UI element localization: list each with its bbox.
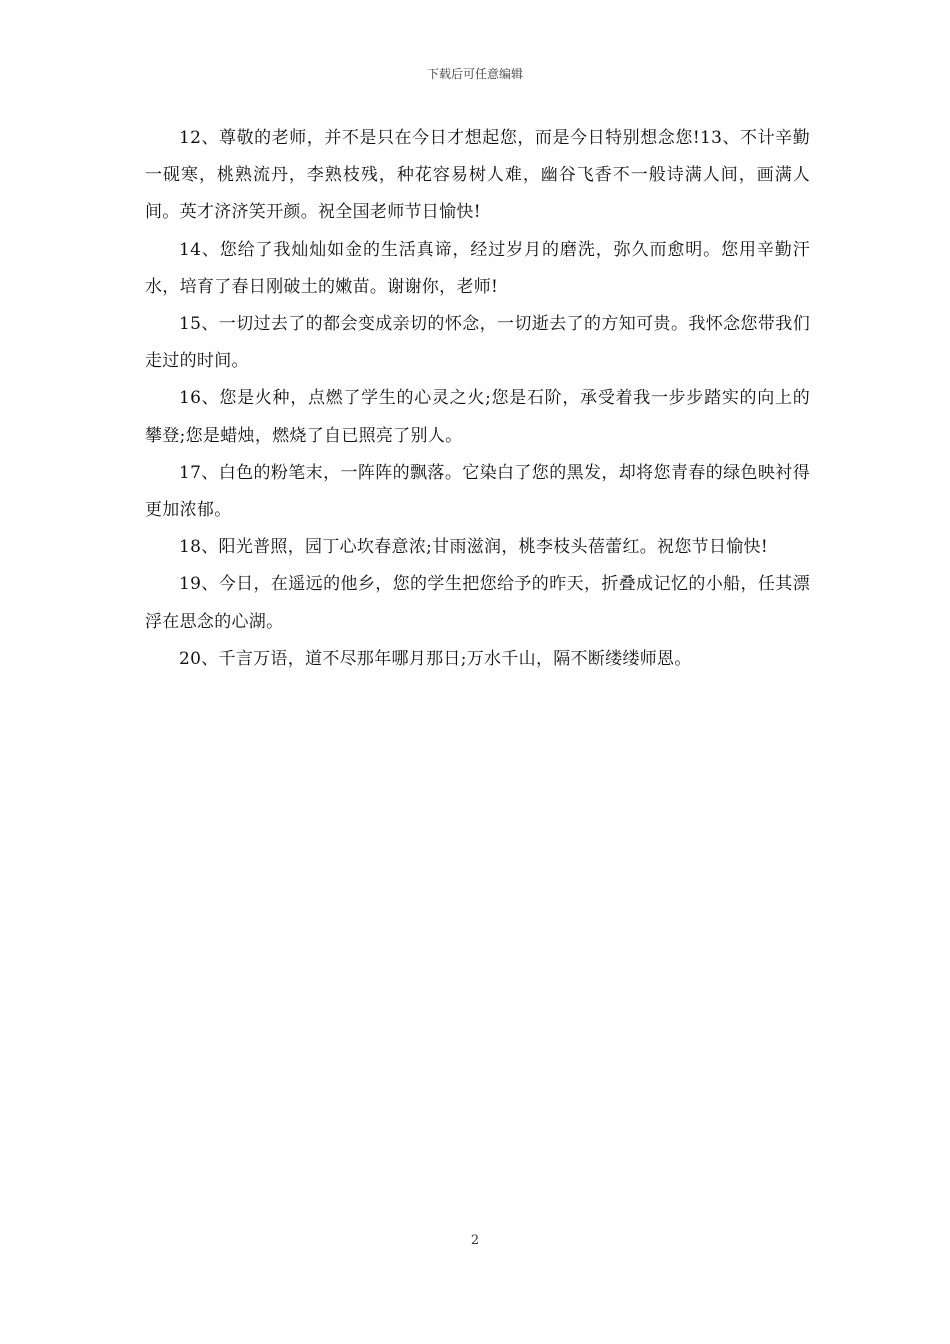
document-body <box>145 120 810 678</box>
paragraph-16: 16、您是火种，点燃了学生的心灵之火;您是石阶，承受着我一步步踏实的向上的攀登;您是蜡烛，燃烧了自已照亮了别人。 <box>145 388 810 446</box>
paragraph-17: 17、白色的粉笔末，一阵阵的飘落。它染白了您的黑发，却将您青春的绿色映衬得更加浓郁。 <box>145 462 810 521</box>
page-header: 下载后可任意编辑 <box>426 67 523 81</box>
paragraph-15: 15、一切过去了的都会变成亲切的怀念，一切逝去了的方知可贵。我怀念您带我们走过的时间。 <box>145 314 810 372</box>
page-number: 2 <box>470 1233 480 1248</box>
paragraph-19: 19、今日，在遥远的他乡，您的学生把您给予的昨天，折叠成记忆的小船，任其漂浮在思念的心湖。 <box>145 574 810 632</box>
paragraph-12: 12、尊敬的老师，并不是只在今日才想起您，而是今日特别想念您!13、不计辛勤一砚寒，桃熟流丹，李熟枝残，种花容易树人难，幽谷飞香不一般诗满人间，画满人间。英才济济笑开颜。祝全国老师节日愉快! <box>145 128 810 223</box>
paragraph-18: 18、阳光普照，园丁心坎春意浓;甘雨滋润，桃李枝头蓓蕾红。祝您节日愉快! <box>179 537 768 558</box>
paragraph-14: 14、您给了我灿灿如金的生活真谛，经过岁月的磨洗，弥久而愈明。您用辛勤汗水，培育了春日刚破土的嫩苗。谢谢你，老师! <box>145 239 810 297</box>
paragraph-20: 20、千言万语，道不尽那年哪月那日;万水千山，隔不断缕缕师恩。 <box>179 648 692 669</box>
